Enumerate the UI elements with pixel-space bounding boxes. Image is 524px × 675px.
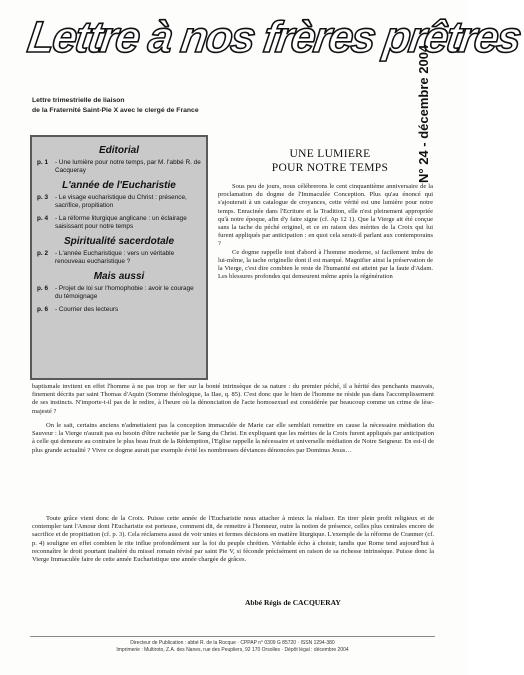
- toc-heading-editorial: Editorial: [98, 145, 139, 156]
- footer: [30, 636, 435, 654]
- article-title-line-1: UNE LUMIERE: [289, 148, 371, 160]
- table-of-contents: [30, 135, 208, 380]
- toc-entry-text: - La réforme liturgique anglicane : un éclairage saisissant pour notre temps: [55, 215, 187, 230]
- article-paragraph: Toute grâce vient donc de la Croix. Puisse cette année de l'Eucharistie nous attacher à mieux la réaliser. En tirer plein profit religieux et de contempler tant l'Amour dont l'Eucharistie est porteuse, comment dit, de remettre à l'honneur, outre la notion de présence, celles plus centrales encore de sacrifice et de propitiation (cf. p. 3). Cela réclamera aussi de voir unies et fermes décisions en matière liturgique. L'exemple de la réforme de Cranmer (cf. p. 4) souligne en effet combien le rite influe profondément sur la foi du peuple chrétien. Véritable écho à choisir, tandis que Rome tend aujourd'hui à reconnaître le droit pourtant inaltéré du missel romain révisé par saint Pie V, si féconde précisément en raison de sa richesse intrinsèque. Puisse donc la Vierge Immaculée faire de cette année Eucharistique une année chargée de grâces.: [32, 515, 434, 564]
- article-title-line-2: POUR NOTRE TEMPS: [271, 162, 389, 174]
- article-column: [218, 183, 433, 281]
- article-paragraph: Ce dogme rappelle tout d'abord à l'homme moderne, si facilement imbu de lui-même, la tache originelle dont il est marqué. Magnifier ainsi la préservation de la Vierge, c'est dire combien le reste de l'humanité est atteint par la faute d'Adam. Les blessures profondes qui demeurent même après la régénération: [218, 248, 433, 281]
- toc-entry[interactable]: [37, 194, 201, 210]
- article-paragraph: On le sait, certains anciens n'admettaient pas la conception immaculée de Marie car elle semblait remettre en cause la nécessaire médiation du Sauveur : la Vierge n'aurait pas eu besoin d'être rachetée par le Sang du Christ. En expliquant que les mérites de la Croix furent appliqués par anticipation à celle qui demeure au contraire le plus beau fruit de la Rédemption, l'Eglise rappelle la nécessaire et universelle médiation de Notre Seigneur. En est-il de plus grande actualité ? Vivre ce dogme aurait par exemple évité les nombreuses déviances dénoncées par Dominus Jesus…: [32, 422, 434, 454]
- article-body-continuation: [32, 383, 434, 416]
- toc-entry-page: p. 6: [37, 306, 49, 313]
- masthead-subtitle: [32, 96, 362, 116]
- toc-heading-spiritualite: Spiritualité sacerdotale: [63, 236, 175, 247]
- masthead-subtitle-line-2: de la Fraternité Saint-Pie X avec le clergé de France: [32, 107, 199, 114]
- toc-heading-eucharistie: L'année de l'Eucharistie: [62, 180, 176, 191]
- article-paragraph: baptismale invitent en effet l'homme à ne pas trop se fier sur la bonté intrinsèque de sa nature : du premier péché, il a hérité des penchants mauvais, finement décrits par saint Thomas d'Aquin (Somme théologique, Ia IIae, q. 85). C'est donc que le bien de l'homme ne réside pas dans l'accomplissement de ses instincts. N'importe-t-il pas de le redire, à l'heure où la dénonciation de l'acte homosexuel est considérée par beaucoup comme un crime de lèse-majesté ?: [32, 383, 434, 415]
- masthead-title: Lettre à nos frères prêtres: [24, 13, 523, 62]
- toc-entry[interactable]: [37, 285, 201, 301]
- toc-entry-page: p. 3: [37, 194, 49, 201]
- toc-entry[interactable]: [37, 159, 201, 175]
- toc-entry-text: - Le visage eucharistique du Christ : présence, sacrifice, propitiation: [55, 194, 187, 209]
- toc-heading-mais-aussi: Mais aussi: [93, 271, 145, 282]
- footer-line-1: Directeur de Publication : abbé R. de la Rocque · CPPAP n° 0309 G 85720 · ISSN 1294-380: [130, 640, 335, 646]
- toc-entry-page: p. 4: [37, 215, 49, 222]
- toc-entry[interactable]: [37, 215, 201, 231]
- toc-entry-page: p. 6: [37, 285, 49, 292]
- footer-line-2: Imprimerie : Multiroto, Z.A. des Nanes, rue des Peupliers, 92 170 Orsolles · Dépôt légal : décembre 2004: [116, 647, 349, 653]
- toc-entry[interactable]: [37, 250, 201, 266]
- masthead-subtitle-line-1: Lettre trimestrielle de liaison: [32, 97, 125, 104]
- issue-label: N° 24 - décembre 2004: [416, 44, 431, 183]
- toc-entry-text: - Courrier des lecteurs: [55, 306, 119, 313]
- toc-entry-text: - Projet de loi sur l'homophobie : avoir le courage du témoignage: [55, 285, 194, 300]
- toc-entry-text: - L'année Eucharistique : vers un véritable renouveau eucharistique ?: [55, 250, 175, 265]
- article-body: [32, 515, 434, 564]
- toc-entry[interactable]: [37, 306, 201, 314]
- article-title: [230, 147, 430, 175]
- toc-entry-page: p. 1: [37, 159, 49, 166]
- article-paragraph: Sous peu de jours, nous célébrerons le cent cinquantième anniversaire de la proclamation du dogme de l'Immaculée Conception. Plus qu'au énoncé qui s'ajouterait à un catalogue de croyances, cette vérité est une lumière pour notre temps. Enracinée dans l'Ecriture et la Tradition, elle n'est pleinement appropriée qu'à notre époque, afin d'y faire signe (cf. Ap 12 1). Que la Vierge ait été conçue sans la tache du péché originel, et ce en raison des mérites de la Croix qui lui furent appliqués par anticipation : en quoi cela serait-il parlant aux contemporains ?: [218, 183, 433, 248]
- article-body: [32, 422, 434, 455]
- toc-entry-text: - Une lumière pour notre temps, par M. l'abbé R. de Cacqueray: [55, 159, 201, 174]
- article-signature: Abbé Régis de CACQUERAY: [245, 598, 341, 607]
- toc-entry-page: p. 2: [37, 250, 49, 257]
